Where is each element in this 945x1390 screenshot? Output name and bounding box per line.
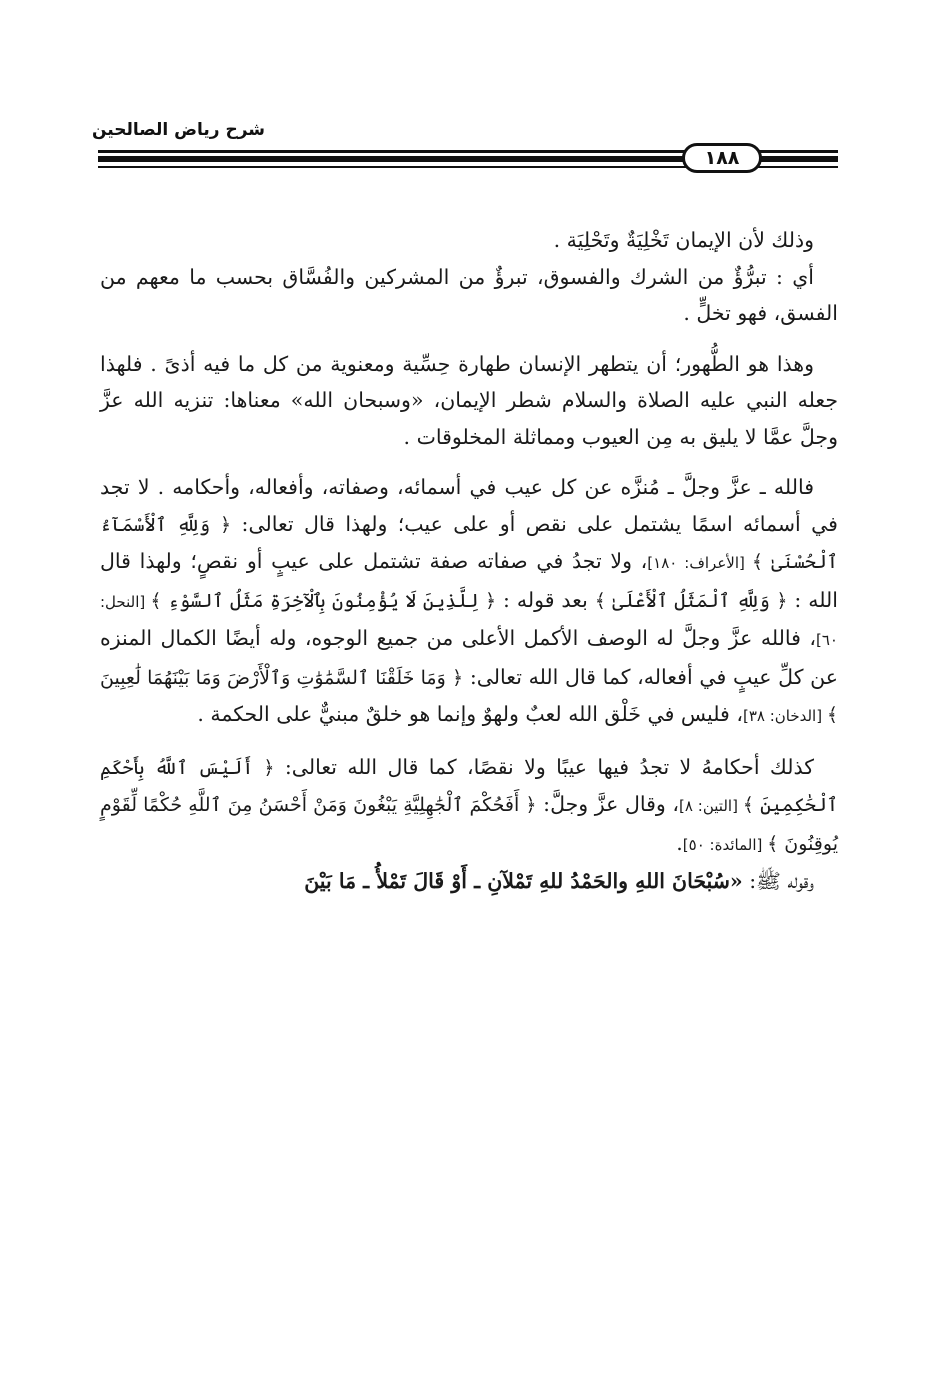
book-title: شرح رياض الصالحين <box>92 120 266 140</box>
paragraph-gap <box>100 735 838 749</box>
text-segment: فالله ـ عزَّ وجلَّ ـ مُنزَّه عن كل عيب في أسمائه، وصفاته، وأفعاله، وأحكامه . لا تجد في أسمائه اسمًا يشتمل على نقص أو على عيب؛ ولهذا قال تعالى: <box>100 475 838 536</box>
paragraph-6 <box>100 863 838 900</box>
hadith-quote: «سُبْحَانَ اللهِ والحَمْدُ للهِ تَمْلآنِ ـ أَوْ قَالَ تَمْلأُ ـ مَا بَيْنَ <box>304 869 743 893</box>
verse-reference: [النحل: ٦٠] <box>100 592 838 649</box>
quran-quote: ﴿ أَفَحُكْمَ ٱلْجَٰهِلِيَّةِ يَبْغُونَ وَمَنْ أَحْسَنُ مِنَ ٱللَّهِ حُكْمًا لِّقَوْمٍ يُوقِنُونَ ﴾ <box>100 794 838 855</box>
text-segment: وقوله ﷺ: <box>742 869 814 893</box>
text-segment: . <box>676 830 683 855</box>
quran-quote: ﴿ وَلِلَّهِ ٱلْمَثَلُ ٱلْأَعْلَىٰ ﴾ <box>594 589 788 612</box>
quran-quote: ﴿ أَلَيْسَ ٱللَّهُ بِأَحْكَمِ ٱلْحَٰكِمِينَ ﴾ <box>100 756 838 816</box>
quran-quote: ﴿ وَلِلَّهِ ٱلْأَسْمَآءُ ٱلْحُسْنَىٰ ﴾ <box>100 513 838 573</box>
text-segment: بعد قوله : <box>496 587 595 612</box>
paragraph-4 <box>100 469 838 735</box>
text-segment: ، فالله عزَّ وجلَّ له الوصف الأكمل الأعلى من جميع الوجوه، وله أيضًا الكمال المنزه عن كلِّ عيبٍ في أفعاله، كما قال الله تعالى: <box>100 626 838 689</box>
text-segment: ، ولا تجدُ في صفاته صفة تشتمل على عيبٍ أو نقصٍ؛ ولهذا قال الله : <box>100 549 838 612</box>
paragraph-gap <box>100 455 838 469</box>
verse-reference: [المائدة: ٥٠] <box>682 835 768 854</box>
verse-reference: [الدخان: ٣٨] <box>742 707 827 725</box>
quran-quote: ﴿ وَمَا خَلَقْنَا ٱلسَّمَٰوَٰتِ وَٱلْأَرْضَ وَمَا بَيْنَهُمَا لَٰعِبِينَ ﴾ <box>100 666 838 726</box>
text-segment: ، وقال عزَّ وجلَّ: <box>536 792 680 816</box>
page-body <box>100 222 838 900</box>
paragraph-gap <box>100 332 838 346</box>
verse-reference: [الأعراف: ١٨٠] <box>647 554 752 572</box>
paragraph-2: أي : تبرُّؤٌ من الشرك والفسوق، تبرؤٌ من المشركين والفُسَّاق بحسب ما معهم من الفسق، فهو تخلٍّ . <box>100 264 838 325</box>
verse-reference: [التين: ٨] <box>679 797 743 815</box>
text-segment: ، فليس في خَلْق الله لعبٌ ولهوٌ وإنما هو خلقٌ مبنيٌّ على الحكمة . <box>197 702 743 726</box>
paragraph-3: وهذا هو الطُّهور؛ أن يتطهر الإنسان طهارة حِسِّية ومعنوية من كل ما فيه أذىً . فلهذا جعله النبي عليه الصلاة والسلام شطر الإيمان، «وسبحان الله» معناها: تنزيه الله عزَّ وجلَّ عمَّا لا يليق به مِن العيوب ومماثلة المخلوقات . <box>100 351 838 449</box>
paragraph-5 <box>100 749 838 864</box>
text-segment: كذلك أحكامهُ لا تجدُ فيها عيبًا ولا نقصًا، كما قال الله تعالى: <box>274 754 814 779</box>
page-number: ١٨٨ <box>682 143 762 173</box>
paragraph-1: وذلك لأن الإيمان تَخْلِيَةٌ وتَحْلِيَة . <box>553 228 814 252</box>
quran-quote: ﴿ لِلَّذِينَ لَا يُؤْمِنُونَ بِٱلْآخِرَةِ مَثَلُ ٱلسَّوْءِ ﴾ <box>150 589 497 612</box>
